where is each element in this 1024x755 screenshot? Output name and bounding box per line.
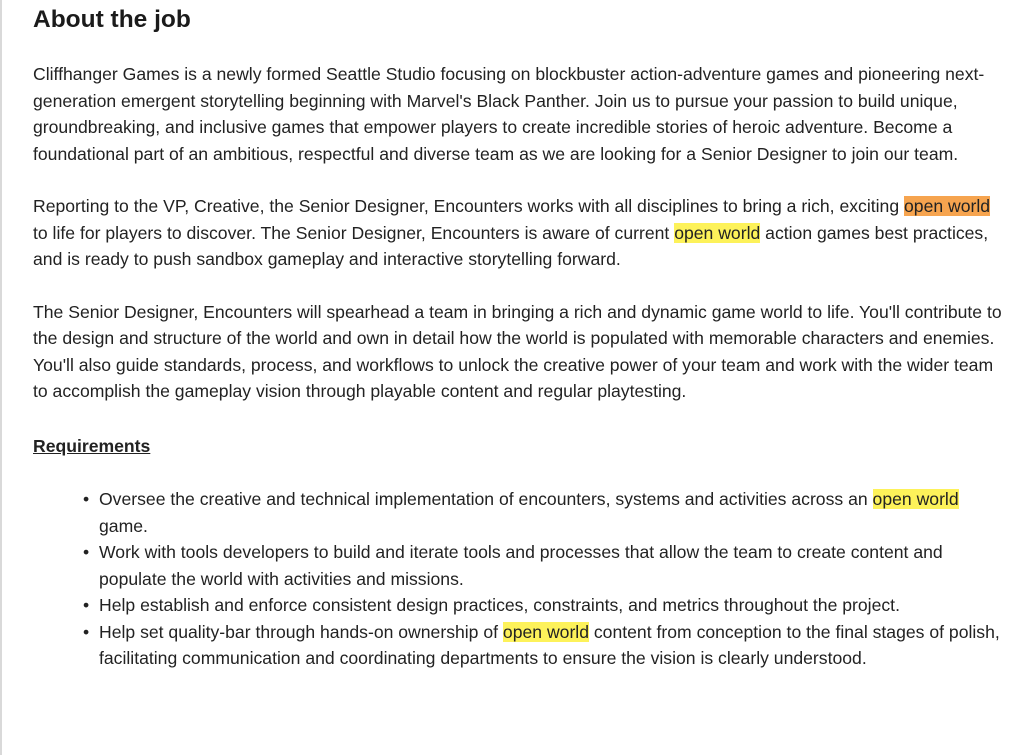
requirement-text-b: content from conception to the final stages of polish, facilitating communication and coordinating departments to ensure the vision is clearly understood. (99, 621, 1000, 668)
reporting-text-c: action games best practices, and is ready to push sandbox gameplay and interactive storytelling forward. (33, 222, 989, 269)
requirement-item (33, 592, 1008, 619)
requirement-text-a: Help establish and enforce consistent design practices, constraints, and metrics throughout the project. (99, 595, 900, 615)
requirements-heading: Requirements (33, 435, 151, 456)
role-paragraph: The Senior Designer, Encounters will spearhead a team in bringing a rich and dynamic game world to life. You'll contribute to the design and structure of the world and own in detail how the world is populated with memorable characters and enemies. You'll also guide standards, process, and workflows to unlock the creative power of your team and work with the wider team to accomplish the gameplay vision through playable content and regular playtesting. (33, 301, 1002, 401)
requirement-item (33, 619, 1008, 672)
highlight-open-world: open world (872, 489, 959, 509)
intro-paragraph: Cliffhanger Games is a newly formed Seattle Studio focusing on blockbuster action-adventure games and pioneering next-generation emergent storytelling beginning with Marvel's Black Panther. Join us to pursue your passion to build unique, groundbreaking, and inclusive games that empower players to create incredible stories of heroic adventure. Become a foundational part of an ambitious, respectful and diverse team as we are looking for a Senior Designer to join our team. (33, 64, 985, 164)
highlight-open-world: open world (502, 621, 589, 642)
bullet-icon: • (83, 595, 90, 615)
highlight-open-world-active: open world (904, 196, 991, 216)
job-description (33, 0, 1008, 672)
bullet-icon: • (83, 621, 90, 642)
requirement-text-a: Help set quality-bar through hands-on ownership of (99, 621, 503, 642)
requirement-text-a: Oversee the creative and technical implementation of encounters, systems and activities across an (99, 489, 873, 509)
reporting-text-a: Reporting to the VP, Creative, the Senior Designer, Encounters works with all disciplines to bring a rich, exciting (33, 196, 905, 216)
bullet-icon: • (83, 542, 90, 562)
requirement-item (33, 539, 1008, 592)
reporting-text-b: to life for players to discover. The Senior Designer, Encounters is aware of current (33, 222, 675, 243)
bullet-icon: • (83, 489, 90, 509)
page-title: About the job (33, 6, 191, 33)
requirements-list (33, 486, 1008, 672)
highlight-open-world: open world (674, 222, 761, 243)
requirement-item (33, 486, 1008, 539)
left-border-divider (0, 0, 2, 755)
requirement-text-a: Work with tools developers to build and iterate tools and processes that allow the team to create content and populate the world with activities and missions. (99, 542, 943, 589)
reporting-paragraph (33, 193, 1008, 273)
requirement-text-b: game. (99, 515, 148, 536)
